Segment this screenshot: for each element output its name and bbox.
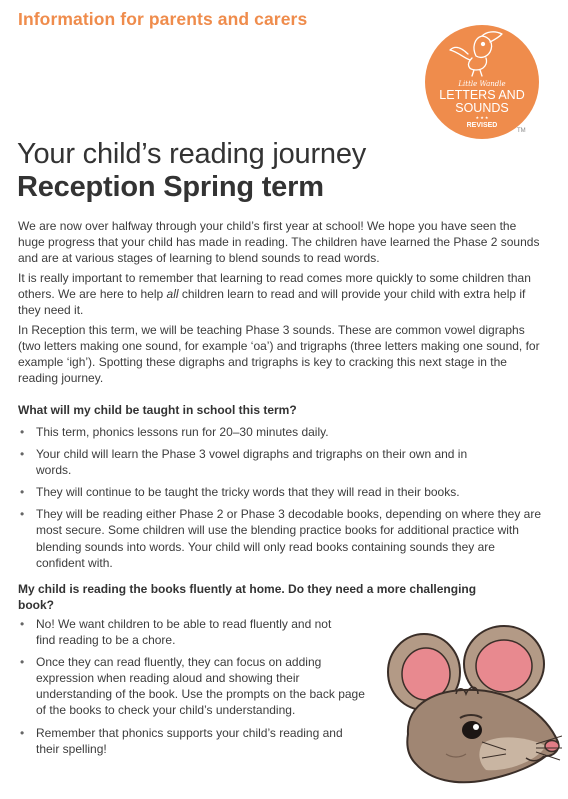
intro-paragraph-2	[18, 270, 546, 318]
page-header: Information for parents and carers	[18, 9, 308, 29]
challenging-bullet-list	[18, 616, 378, 763]
list-item: • No! We want children to be able to read fluently and not find reading to be a chore.	[18, 616, 378, 648]
trademark-mark: TM	[517, 128, 526, 134]
list-item: • They will continue to be taught the tricky words that they will read in their books.	[18, 484, 542, 500]
taught-bullet-list	[18, 424, 542, 577]
intro-paragraph-1: We are now over halfway through your child’s first year at school! We hope you have seen the huge progress that your child has made in reading. The children have learned the Phase 2 sounds and are at various stages of learning to blend sounds to read words.	[18, 219, 540, 266]
logo-text-little-wandle: Little Wandle	[458, 80, 506, 88]
section-heading-taught: What will my child be taught in school this term?	[18, 403, 297, 417]
page-subtitle: Reception Spring term	[17, 171, 324, 203]
letters-and-sounds-logo	[424, 24, 540, 140]
intro-paragraph-2-start: It is really important to remember that learning to read comes more quickly to some children than others. We are here to help	[18, 271, 531, 302]
list-item: • This term, phonics lessons run for 20–30 minutes daily.	[18, 424, 542, 440]
intro-paragraph-2-emphasis: all	[166, 287, 179, 302]
section-heading-challenging: My child is reading the books fluently at home. Do they need a more challenging book?	[18, 582, 477, 612]
page-title: Your child’s reading journey	[17, 138, 367, 170]
logo-stars: ★ ★ ★	[475, 115, 489, 120]
intro-paragraph-2-end: children learn to read and will provide your child with extra help if they need it.	[18, 287, 526, 318]
list-item: • Your child will learn the Phase 3 vowel digraphs and trigraphs on their own and in words.	[18, 446, 542, 478]
logo-text-letters-and: LETTERS AND	[439, 88, 525, 102]
intro-paragraph-3: In Reception this term, we will be teaching Phase 3 sounds. These are common vowel digraphs (two letters making one sound, for example ‘oa’) and trigraphs (three letters making one sound, for example ‘igh’). Spotting these digraphs and trigraphs is key to cracking this next stage in the reading journey.	[18, 323, 540, 386]
logo-text-sounds: SOUNDS	[455, 101, 509, 115]
logo-text-revised: REVISED	[466, 122, 498, 129]
list-item: • Once they can read fluently, they can focus on adding expression when reading aloud and showing their understanding of the book. Use the prompts on the back page of the books to check your child’s understanding.	[18, 654, 378, 718]
mouse-illustration	[386, 624, 562, 796]
list-item: • Remember that phonics supports your child’s reading and their spelling!	[18, 725, 378, 757]
list-item: • They will be reading either Phase 2 or Phase 3 decodable books, depending on where they are most secure. Some children will use the blending practice books for additional practice with blending sounds into words. Your child will only read books containing sounds they are confident with.	[18, 506, 542, 570]
